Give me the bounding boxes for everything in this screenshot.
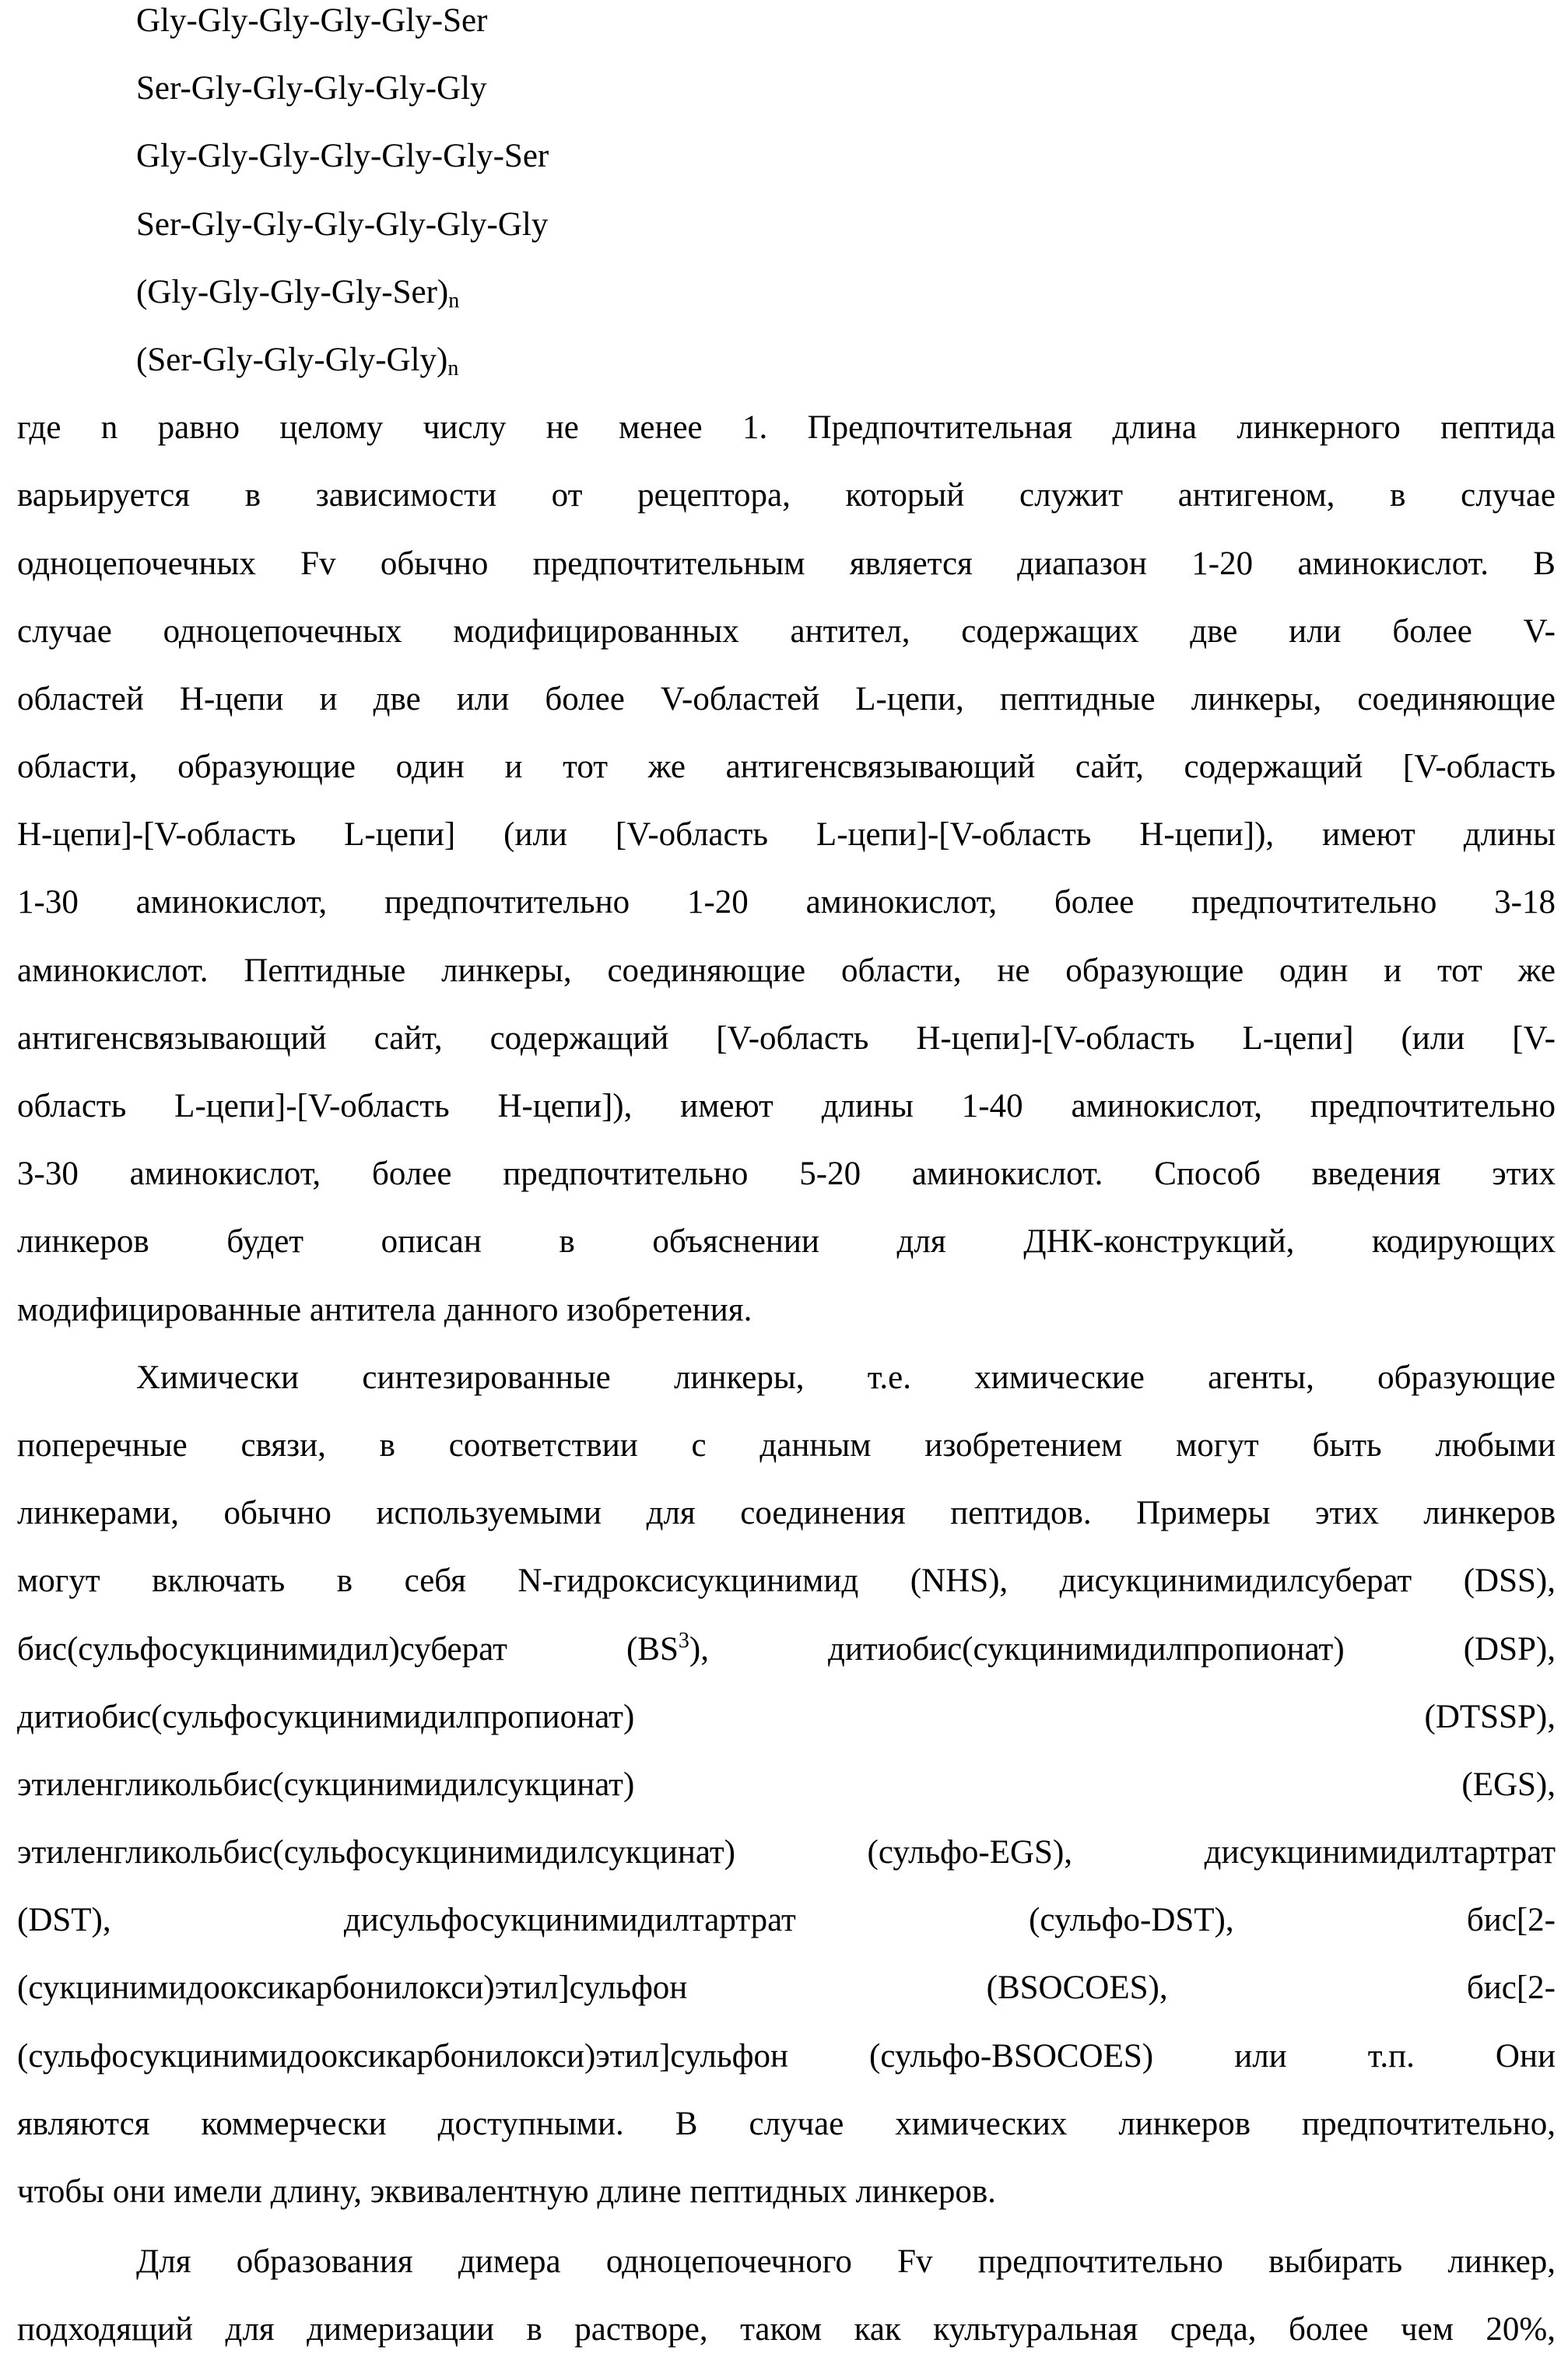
sequence-item [17, 54, 1556, 122]
text-line [17, 1615, 1556, 1683]
text-line: одноцепочечных Fv обычно предпочтительным является диапазон 1-20 аминокислот. В [17, 530, 1556, 598]
sequence-item [17, 326, 1556, 394]
sequence-item [17, 191, 1556, 258]
text-line: варьируется в зависимости от рецептора, который служит антигеном, в случае [17, 461, 1556, 529]
sequence-text: Gly-Gly-Gly-Gly-Gly-Ser [136, 2, 487, 39]
text-line: этиленгликольбис(сульфосукцинимидилсукцинат) (сульфо-EGS), дисукцинимидилтартрат [17, 1819, 1556, 1886]
text-line: дитиобис(сульфосукцинимидилпропионат) (DTSSP), [17, 1683, 1556, 1751]
linker-sequence-list [17, 0, 1556, 394]
subscript-n: n [447, 356, 458, 381]
text-line: аминокислот. Пептидные линкеры, соединяющие области, не образующие один и тот же [17, 937, 1556, 1005]
text-line: (сукцинимидооксикарбонилокси)этил]сульфон (BSOCOES), бис[2- [17, 1954, 1556, 2022]
text-line: подходящий для димеризации в растворе, таком как культуральная среда, более чем 20%, [17, 2296, 1556, 2363]
text-segment: бис(сульфосукцинимидил)суберат (BS [17, 1631, 679, 1668]
text-line: где n равно целому числу не менее 1. Предпочтительная длина линкерного пептида [17, 394, 1556, 461]
sequence-text: (Gly-Gly-Gly-Gly-Ser) [136, 274, 448, 310]
subscript-n: n [448, 289, 459, 313]
text-line: поперечные связи, в соответствии с данным изобретением могут быть любыми [17, 1412, 1556, 1479]
text-line: чтобы они имели длину, эквивалентную длине пептидных линкеров. [17, 2158, 1556, 2225]
text-line: Для образования димера одноцепочечного Fv предпочтительно выбирать линкер, [17, 2228, 1556, 2296]
text-line: областей H-цепи и две или более V-областей L-цепи, пептидные линкеры, соединяющие [17, 665, 1556, 733]
text-line: 3-30 аминокислот, более предпочтительно 5-20 аминокислот. Способ введения этих [17, 1140, 1556, 1208]
text-line: области, образующие один и тот же антигенсвязывающий сайт, содержащий [V-область [17, 733, 1556, 801]
text-line: модифицированные антитела данного изобретения. [17, 1276, 1556, 1344]
sequence-item [17, 258, 1556, 326]
text-line: (DST), дисульфосукцинимидилтартрат (сульфо-DST), бис[2- [17, 1886, 1556, 1954]
document-page [17, 0, 1556, 2364]
sequence-text: Ser-Gly-Gly-Gly-Gly-Gly [136, 70, 487, 107]
sequence-text: Gly-Gly-Gly-Gly-Gly-Gly-Ser [136, 138, 549, 174]
text-line: линкерами, обычно используемыми для соединения пептидов. Примеры этих линкеров [17, 1479, 1556, 1547]
sequence-item [17, 0, 1556, 54]
text-line: случае одноцепочечных модифицированных антител, содержащих две или более V- [17, 598, 1556, 665]
superscript: 3 [679, 1629, 689, 1653]
text-line: линкеров будет описан в объяснении для ДНК-конструкций, кодирующих [17, 1208, 1556, 1275]
text-line: область L-цепи]-[V-область H-цепи]), имеют длины 1-40 аминокислот, предпочтительно [17, 1072, 1556, 1140]
paragraph-chemical-linkers [17, 1344, 1556, 2225]
text-line: являются коммерчески доступными. В случае химических линкеров предпочтительно, [17, 2090, 1556, 2158]
text-line: 1-30 аминокислот, предпочтительно 1-20 аминокислот, более предпочтительно 3-18 [17, 868, 1556, 936]
paragraph-dimer-linker [17, 2228, 1556, 2363]
sequence-text: (Ser-Gly-Gly-Gly-Gly) [136, 342, 447, 378]
text-line: этиленгликольбис(сукцинимидилсукцинат) (EGS), [17, 1751, 1556, 1819]
text-line: (сульфосукцинимидооксикарбонилокси)этил]сульфон (сульфо-BSOCOES) или т.п. Они [17, 2022, 1556, 2090]
sequence-text: Ser-Gly-Gly-Gly-Gly-Gly-Gly [136, 206, 548, 243]
text-segment: ), дитиобис(сукцинимидилпропионат) (DSP), [689, 1631, 1556, 1668]
paragraph-peptide-linkers [17, 394, 1556, 1344]
text-line: могут включать в себя N-гидроксисукцинимид (NHS), дисукцинимидилсуберат (DSS), [17, 1547, 1556, 1615]
sequence-item [17, 122, 1556, 190]
text-line: H-цепи]-[V-область L-цепи] (или [V-область L-цепи]-[V-область H-цепи]), имеют длины [17, 801, 1556, 868]
text-line: антигенсвязывающий сайт, содержащий [V-область H-цепи]-[V-область L-цепи] (или [V- [17, 1005, 1556, 1072]
text-line: Химически синтезированные линкеры, т.е. химические агенты, образующие [17, 1344, 1556, 1412]
